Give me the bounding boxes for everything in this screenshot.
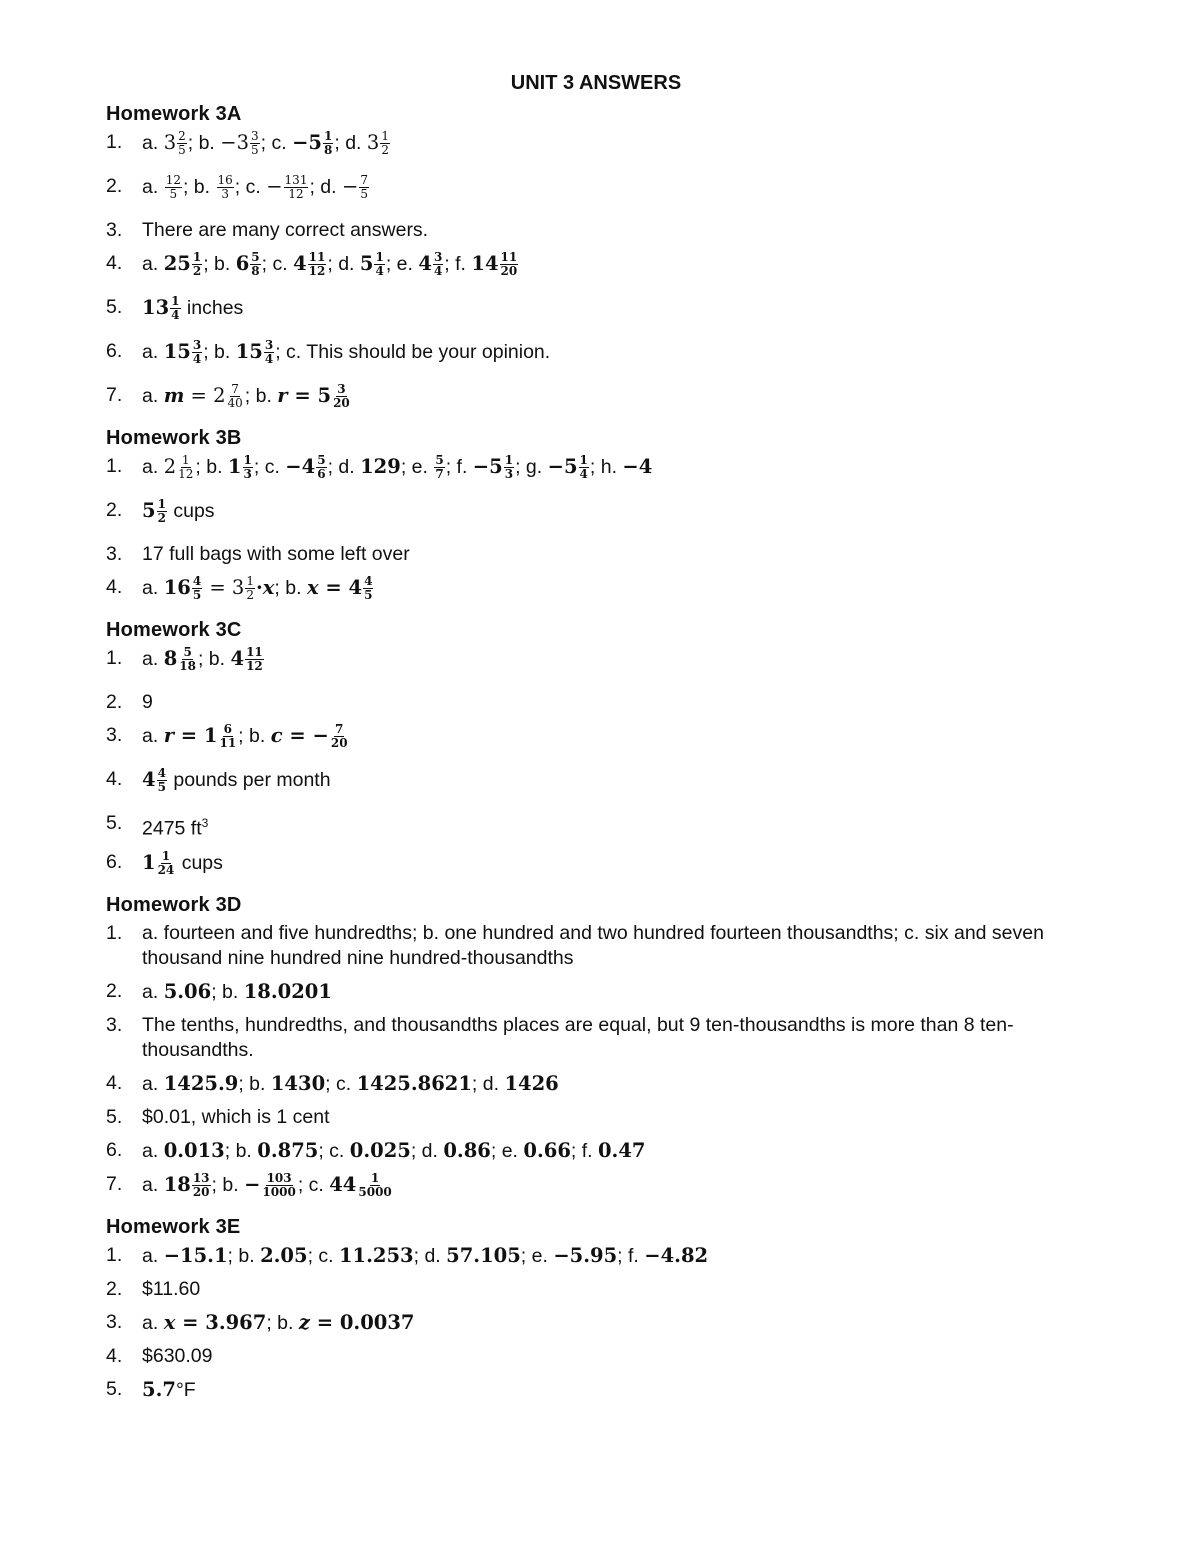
answer-list-3c (106, 646, 1086, 886)
item-number: 3. (106, 219, 123, 241)
answer-text: ; c. (260, 132, 293, 154)
answer-3a-6 (106, 339, 1086, 375)
answer-text: inches (181, 297, 244, 319)
variable: x (262, 576, 275, 599)
answer-text: There are many correct answers. (142, 219, 429, 241)
answer-3b-1 (106, 454, 1086, 490)
answer-3c-2 (106, 690, 1086, 715)
fraction: $\frac{1}{5000}$ (358, 1170, 392, 1199)
answer-text: ; d. (309, 176, 342, 198)
fraction: $\frac{3}{4}$ (264, 338, 274, 367)
answer-value: −4.82 (644, 1243, 709, 1267)
sign: − (266, 175, 283, 198)
answer-text: ; d. (327, 456, 361, 478)
answer-3d-1 (106, 921, 1086, 971)
item-number: 1. (106, 131, 123, 153)
answer-list-3e (106, 1243, 1086, 1403)
answer-text: ; b. (203, 341, 236, 363)
answer-text: ; b. (238, 1072, 271, 1095)
item-number: 7. (106, 384, 123, 406)
mixed-number-whole: 16 (163, 576, 191, 599)
answer-3a-3 (106, 218, 1086, 243)
mixed-number-whole: 4 (230, 647, 245, 670)
fraction: $\frac{5}{18}$ (179, 645, 196, 674)
answer-text: ; h. (589, 456, 623, 478)
answer-value: 5.06 (163, 979, 212, 1003)
answer-list-3b (106, 454, 1086, 611)
section-heading-3a: Homework 3A (106, 103, 242, 125)
mixed-number-whole: −5 (472, 455, 503, 478)
answer-value: −5.95 (553, 1243, 618, 1267)
answer-text: ; d. (334, 132, 367, 154)
fraction: $\frac{3}{5}$ (251, 129, 259, 158)
item-number: 1. (106, 455, 123, 477)
mixed-number-whole: 18 (163, 1172, 191, 1196)
item-number: 2. (106, 1277, 123, 1300)
answer-text: ; c. (253, 456, 286, 478)
fraction: $\frac{4}{5}$ (192, 574, 202, 603)
equation-part: = 0.0037 (309, 1310, 415, 1334)
fraction: $\frac{1}{2}$ (192, 250, 202, 279)
item-number: 7. (106, 1172, 123, 1195)
answer-text: ; b. (274, 577, 307, 599)
item-number: 3. (106, 1310, 123, 1333)
section-heading-3c: Homework 3C (106, 619, 242, 641)
answer-value: 5.7 (142, 1377, 176, 1401)
fraction: $\frac{1}{2}$ (246, 574, 254, 603)
item-number: 3. (106, 1013, 123, 1036)
mixed-number-whole: −5 (292, 131, 323, 154)
answer-3b-4 (106, 575, 1086, 611)
answer-text: a. (142, 980, 164, 1003)
item-number: 2. (106, 175, 123, 197)
mixed-number-whole: −4 (285, 455, 316, 478)
variable: z (298, 1310, 310, 1334)
answer-text: a. (142, 176, 164, 198)
mixed-number-whole: 4 (418, 252, 432, 275)
answer-value: 2.05 (260, 1243, 308, 1267)
section-heading-3b: Homework 3B (106, 427, 242, 449)
answer-3b-3 (106, 542, 1086, 567)
fraction: $\frac{1}{4}$ (375, 250, 384, 279)
item-number: 3. (106, 543, 123, 565)
fraction: $\frac{4}{5}$ (157, 766, 166, 795)
item-number: 3. (106, 724, 123, 746)
answer-3d-5 (106, 1105, 1086, 1130)
answer-3a-7 (106, 383, 1086, 419)
answer-value: 0.86 (443, 1138, 491, 1162)
mixed-number-whole: 1 (227, 455, 242, 478)
answer-text: a. (142, 1173, 164, 1196)
fraction: $\frac{16}{3}$ (217, 173, 233, 202)
mixed-number-whole: 2 (163, 455, 177, 478)
answer-text: ; d. (471, 1072, 505, 1095)
answer-text: ; b. (195, 456, 228, 478)
fraction: $\frac{1}{2}$ (157, 497, 166, 526)
answer-text: ; b. (266, 1311, 299, 1334)
answer-value: 57.105 (446, 1243, 521, 1267)
mixed-number-whole: 8 (163, 647, 178, 670)
fraction: $\frac{12}{5}$ (165, 173, 181, 202)
mixed-number-whole: 15 (235, 340, 263, 363)
answer-text: $11.60 (142, 1277, 201, 1300)
answer-value: 1426 (504, 1071, 559, 1095)
answer-text: a. (142, 132, 164, 154)
answer-text: ; c. (325, 1072, 357, 1095)
answer-text: ; c. This should be your opinion. (275, 341, 551, 363)
mixed-number-whole: −3 (220, 131, 250, 154)
answer-text: $630.09 (142, 1344, 213, 1367)
fraction: $\frac{11}{12}$ (246, 645, 263, 674)
answer-text: ; f. (617, 1244, 645, 1267)
fraction: $\frac{103}{1000}$ (262, 1170, 296, 1199)
variable: r (163, 724, 174, 747)
item-number: 1. (106, 647, 123, 669)
answer-document (106, 72, 1086, 1411)
answer-text: a. (142, 1244, 164, 1267)
answer-text: a. (142, 341, 164, 363)
item-number: 5. (106, 1377, 123, 1400)
answer-text: ; e. (400, 456, 434, 478)
answer-3a-2 (106, 174, 1086, 210)
mixed-number-whole: 44 (329, 1172, 357, 1196)
answer-3d-7 (106, 1172, 1086, 1208)
answer-text: ; b. (227, 1244, 261, 1267)
answer-3e-1 (106, 1243, 1086, 1269)
equation-part: = 3 (203, 576, 245, 599)
answer-text: ; c. (234, 176, 267, 198)
fraction: $\frac{1}{3}$ (243, 453, 252, 482)
answer-3c-3 (106, 723, 1086, 759)
answer-value: −4 (622, 455, 653, 478)
answer-3e-2 (106, 1277, 1086, 1302)
item-number: 5. (106, 296, 123, 318)
variable: r (277, 384, 288, 407)
answer-text: ; b. (211, 980, 244, 1003)
answer-3c-6 (106, 850, 1086, 886)
fraction: $\frac{131}{12}$ (284, 173, 308, 202)
equation-part: = − (282, 724, 329, 747)
answer-text: ; b. (203, 253, 236, 275)
item-number: 4. (106, 768, 123, 790)
answer-text: ; d. (327, 253, 360, 275)
fraction: $\frac{5}{6}$ (317, 453, 326, 482)
answer-text: a. (142, 1311, 164, 1334)
fraction: $\frac{13}{20}$ (192, 1170, 210, 1199)
equation-part: = 4 (318, 576, 363, 599)
answer-text: pounds per month (167, 769, 331, 791)
answer-value: 1425.9 (163, 1071, 239, 1095)
fraction: $\frac{6}{11}$ (219, 722, 237, 751)
item-number: 2. (106, 979, 123, 1002)
answer-text: a. (142, 385, 164, 407)
mixed-number-whole: 15 (163, 340, 191, 363)
answer-text: ; e. (520, 1244, 554, 1267)
answer-text: a. (142, 456, 164, 478)
variable: m (163, 384, 185, 407)
answer-value: −15.1 (163, 1243, 228, 1267)
item-number: 2. (106, 499, 123, 521)
mixed-number-whole: 5 (142, 499, 156, 522)
fraction: $\frac{5}{8}$ (251, 250, 260, 279)
item-number: 4. (106, 1344, 123, 1367)
unit: °F (175, 1378, 196, 1401)
answer-3e-3 (106, 1310, 1086, 1336)
equation-part: = 1 (173, 724, 218, 747)
answer-text: ; b. (187, 132, 221, 154)
mixed-number-whole: 3 (366, 131, 380, 154)
item-number: 5. (106, 812, 123, 834)
answer-3a-1 (106, 130, 1086, 166)
fraction: $\frac{1}{4}$ (171, 294, 180, 323)
item-number: 6. (106, 850, 123, 873)
answer-text: a. (142, 1072, 164, 1095)
item-number: 1. (106, 921, 123, 944)
answer-3d-3 (106, 1013, 1086, 1063)
answer-3c-1 (106, 646, 1086, 682)
answer-text: cups (167, 500, 215, 522)
answer-value: 1425.8621 (356, 1071, 472, 1095)
item-number: 4. (106, 1071, 123, 1094)
fraction: $\frac{11}{20}$ (500, 250, 518, 279)
answer-text: ; d. (410, 1139, 444, 1162)
fraction: $\frac{1}{12}$ (178, 453, 194, 482)
equation-part: = 3.967 (175, 1310, 267, 1334)
answer-text: ; b. (238, 725, 271, 747)
section-heading-3d: Homework 3D (106, 893, 242, 916)
answer-text: ; f. (445, 456, 473, 478)
answer-text: cups (176, 851, 223, 874)
mixed-number-whole: 6 (235, 252, 250, 275)
answer-3c-4 (106, 767, 1086, 803)
answer-3c-5 (106, 811, 1086, 842)
mixed-number-whole: 13 (142, 296, 170, 319)
answer-text: a. (142, 253, 164, 275)
answer-text: a. fourteen and five hundredths; b. one hundred and two hundred fourteen thousandths; c. six and seven thousand nine hundred nine hundred-thousandths (142, 921, 1044, 969)
answer-text: a. (142, 577, 164, 599)
fraction: $\frac{4}{5}$ (364, 574, 373, 603)
answer-list-3a (106, 130, 1086, 419)
answer-list-3d (106, 921, 1086, 1208)
item-number: 6. (106, 340, 123, 362)
answer-text: a. (142, 1139, 164, 1162)
answer-3e-5 (106, 1377, 1086, 1403)
variable: c (270, 724, 283, 747)
exponent: 3 (201, 816, 209, 830)
equation-part: = 5 (287, 384, 332, 407)
answer-text: a. (142, 648, 164, 670)
mixed-number-whole: 25 (163, 252, 191, 275)
answer-value: 0.66 (523, 1138, 571, 1162)
section-heading-3e: Homework 3E (106, 1215, 241, 1238)
sign: − (341, 175, 359, 198)
answer-value: 0.013 (163, 1138, 225, 1162)
fraction: $\frac{1}{4}$ (579, 453, 588, 482)
answer-text: 17 full bags with some left over (142, 543, 410, 565)
answer-text: 2475 ft (142, 817, 202, 840)
equation-part: = 2 (184, 384, 226, 407)
sign: − (244, 1172, 261, 1196)
fraction: $\frac{7}{40}$ (227, 382, 243, 411)
mixed-number-whole: 14 (471, 252, 499, 275)
answer-text: ; c. (297, 1173, 330, 1196)
mixed-number-whole: 4 (142, 768, 156, 791)
fraction: $\frac{3}{4}$ (433, 250, 443, 279)
fraction: $\frac{11}{12}$ (308, 250, 326, 279)
answer-text: ; g. (515, 456, 548, 478)
answer-text: ; b. (182, 176, 216, 198)
mixed-number-whole: 4 (293, 252, 307, 275)
fraction: $\frac{1}{3}$ (504, 453, 514, 482)
item-number: 2. (106, 691, 123, 713)
answer-3e-4 (106, 1344, 1086, 1369)
answer-3d-6 (106, 1138, 1086, 1164)
fraction: $\frac{1}{2}$ (381, 129, 389, 158)
answer-3a-4 (106, 251, 1086, 287)
fraction: $\frac{2}{5}$ (178, 129, 186, 158)
answer-text: ; b. (197, 648, 231, 670)
answer-text: ; e. (385, 253, 419, 275)
answer-value: 0.025 (349, 1138, 411, 1162)
answer-text: The tenths, hundredths, and thousandths places are equal, but 9 ten-thousandths is more than 8 ten-thousandths. (142, 1013, 1014, 1061)
answer-value: 129 (360, 455, 401, 478)
fraction: $\frac{7}{20}$ (330, 722, 348, 751)
answer-text: ; b. (244, 385, 278, 407)
answer-text: ; b. (211, 1173, 245, 1196)
item-number: 4. (106, 252, 123, 274)
answer-text: ; c. (318, 1139, 350, 1162)
fraction: $\frac{5}{7}$ (435, 453, 444, 482)
answer-value: 18.0201 (243, 979, 332, 1003)
answer-3d-4 (106, 1071, 1086, 1097)
answer-value: 1430 (270, 1071, 326, 1095)
item-number: 5. (106, 1105, 123, 1128)
answer-text: 9 (142, 691, 153, 713)
item-number: 1. (106, 1243, 123, 1266)
answer-text: ; f. (444, 253, 472, 275)
fraction: $\frac{3}{20}$ (333, 382, 350, 411)
answer-text: ; f. (570, 1139, 598, 1162)
fraction: $\frac{1}{8}$ (324, 129, 333, 158)
answer-text: ; d. (413, 1244, 447, 1267)
answer-text: a. (142, 725, 164, 747)
fraction: $\frac{7}{5}$ (360, 173, 368, 202)
answer-3b-2 (106, 498, 1086, 534)
mixed-number-whole: 5 (359, 252, 374, 275)
answer-3a-5 (106, 295, 1086, 331)
answer-value: 0.47 (597, 1138, 646, 1162)
answer-text: ; c. (261, 253, 294, 275)
answer-text: ; b. (224, 1139, 258, 1162)
answer-text: ; e. (490, 1139, 524, 1162)
equation-part: · (255, 576, 263, 599)
answer-text: ; c. (307, 1244, 339, 1267)
fraction: $\frac{3}{4}$ (192, 338, 202, 367)
mixed-number-whole: 3 (163, 131, 177, 154)
page-title: UNIT 3 ANSWERS (510, 72, 682, 94)
answer-3d-2 (106, 979, 1086, 1005)
answer-text: $0.01, which is 1 cent (142, 1105, 330, 1128)
variable: x (306, 576, 319, 599)
answer-value: 0.875 (257, 1138, 319, 1162)
fraction: $\frac{1}{24}$ (157, 848, 175, 877)
variable: x (163, 1310, 176, 1334)
answer-value: 11.253 (338, 1243, 414, 1267)
item-number: 6. (106, 1138, 123, 1161)
item-number: 4. (106, 576, 123, 598)
mixed-number-whole: 1 (142, 850, 156, 874)
mixed-number-whole: −5 (547, 455, 578, 478)
